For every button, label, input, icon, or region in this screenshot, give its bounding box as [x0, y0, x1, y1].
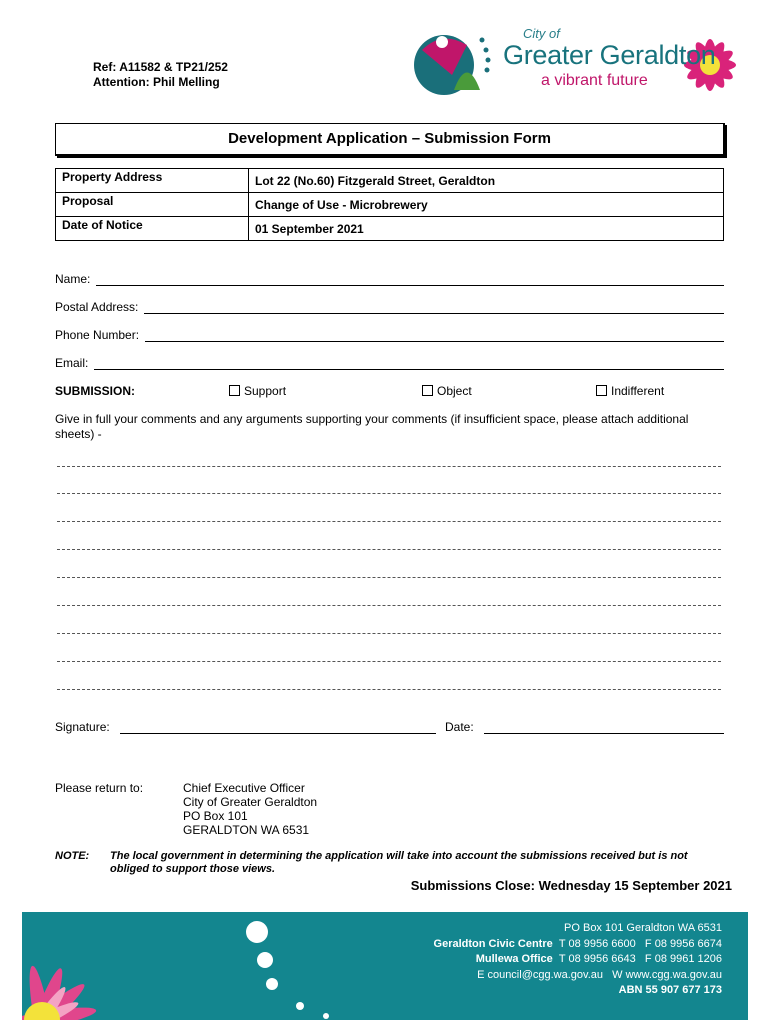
name-input-line[interactable]	[96, 275, 724, 286]
date-label: Date:	[445, 720, 474, 734]
support-label: Support	[244, 384, 287, 398]
return-line: PO Box 101	[183, 809, 248, 823]
table-row	[56, 169, 724, 193]
civic-fax: F 08 9956 6674	[644, 937, 722, 950]
note-text: The local government in determining the application will take into account the submissions received but is not obliged to support those views.	[110, 850, 688, 875]
return-line: GERALDTON WA 6531	[183, 823, 310, 837]
notice-date-value: 01 September 2021	[249, 217, 724, 241]
postal-address-input-line[interactable]	[144, 303, 724, 314]
civic-phone: T 08 9956 6600	[558, 937, 636, 950]
comment-line[interactable]	[57, 633, 721, 634]
postal-address-field[interactable]	[55, 300, 724, 314]
property-info-table	[55, 168, 724, 241]
logo-tagline: a vibrant future	[541, 72, 648, 89]
signature-input-line[interactable]	[120, 733, 436, 734]
comment-line[interactable]	[57, 466, 721, 467]
mullewa-fax: F 08 9961 1206	[644, 953, 722, 965]
comment-line[interactable]	[57, 661, 721, 662]
comment-line[interactable]	[57, 549, 721, 550]
comment-line[interactable]	[57, 689, 721, 690]
date-input-line[interactable]	[484, 733, 724, 734]
footer-abn: ABN 55 907 677 173	[618, 984, 722, 996]
footer-po-box: PO Box 101 Geraldton WA 6531	[564, 922, 722, 934]
support-option[interactable]	[229, 384, 286, 398]
comment-line[interactable]	[57, 605, 721, 606]
indifferent-option[interactable]	[596, 384, 664, 398]
mullewa-office-label: Mullewa Office	[475, 953, 553, 965]
flower-decoration-icon	[22, 912, 352, 1020]
table-row	[56, 193, 724, 217]
name-label: Name:	[55, 272, 91, 286]
indifferent-label: Indifferent	[611, 384, 665, 398]
indifferent-checkbox[interactable]	[596, 385, 607, 396]
comment-line[interactable]	[57, 521, 721, 522]
return-line: Chief Executive Officer	[183, 781, 305, 795]
return-address	[183, 781, 317, 837]
footer-contact	[434, 921, 722, 999]
form-title: Development Application – Submission Form	[55, 123, 725, 156]
return-line: City of Greater Geraldton	[183, 795, 318, 809]
comments-instruction: Give in full your comments and any arguments supporting your comments (if insufficient space, please attach additional sheets) -	[55, 412, 689, 441]
logo-city-of: City of	[523, 26, 560, 41]
notice-date-label: Date of Notice	[56, 217, 249, 241]
proposal-value: Change of Use - Microbrewery	[249, 193, 724, 217]
support-checkbox[interactable]	[229, 385, 240, 396]
note-label: NOTE:	[55, 850, 90, 862]
comment-line[interactable]	[57, 577, 721, 578]
phone-label: Phone Number:	[55, 328, 140, 342]
table-row	[56, 217, 724, 241]
email-input-line[interactable]	[94, 359, 724, 370]
property-address-value: Lot 22 (No.60) Fitzgerald Street, Geraldton	[249, 169, 724, 193]
object-label: Object	[437, 384, 472, 398]
object-checkbox[interactable]	[422, 385, 433, 396]
mullewa-phone: T 08 9956 6643	[558, 953, 636, 965]
phone-field[interactable]	[55, 328, 724, 342]
attention-line: Attention: Phil Melling	[93, 75, 220, 89]
name-field[interactable]	[55, 272, 724, 286]
property-address-label: Property Address	[56, 169, 249, 193]
email-field[interactable]	[55, 356, 724, 370]
object-option[interactable]	[422, 384, 472, 398]
proposal-label: Proposal	[56, 193, 249, 217]
ref-number: Ref: A11582 & TP21/252	[93, 60, 228, 74]
phone-input-line[interactable]	[145, 331, 724, 342]
civic-centre-label: Geraldton Civic Centre	[433, 937, 553, 950]
logo-name: Greater Geraldton	[503, 40, 716, 70]
footer-website[interactable]: W www.cgg.wa.gov.au	[612, 968, 722, 981]
comment-line[interactable]	[57, 493, 721, 494]
email-label: Email:	[55, 356, 89, 370]
postal-address-label: Postal Address:	[55, 300, 139, 314]
return-label: Please return to:	[55, 781, 144, 795]
footer-banner	[22, 912, 748, 1020]
submissions-close: Submissions Close: Wednesday 15 September 2021	[410, 878, 732, 893]
signature-label: Signature:	[55, 720, 110, 734]
submission-label: SUBMISSION:	[55, 384, 136, 398]
reference-block	[93, 60, 228, 90]
footer-email[interactable]: E council@cgg.wa.gov.au	[477, 968, 603, 981]
